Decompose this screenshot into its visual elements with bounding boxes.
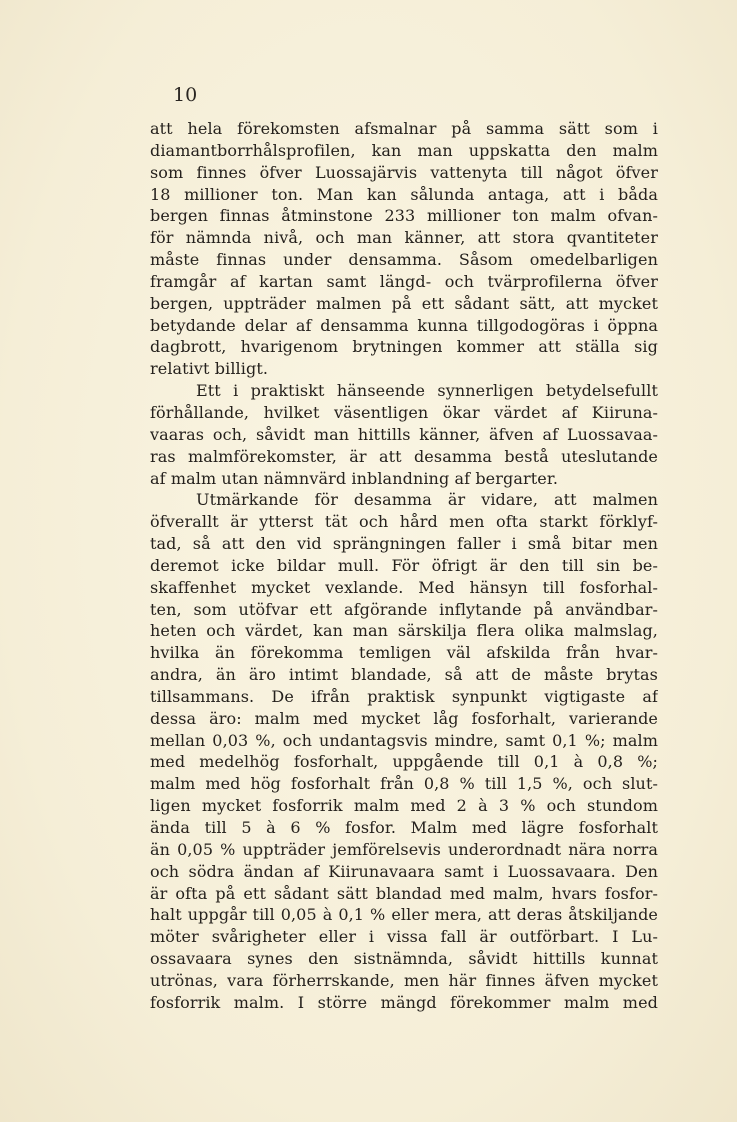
text-line: dessa äro: malm med mycket låg fosforhalt, varierande bbox=[150, 708, 658, 728]
text-line: diamantborrhålsprofilen, kan man uppskatta den malm bbox=[150, 140, 658, 160]
text-line: möter svårigheter eller i vissa fall är outförbart. I Lu- bbox=[150, 927, 658, 947]
text-line: heten och värdet, kan man särskilja flera olika malmslag, bbox=[150, 621, 658, 641]
text-line: ossavaara synes den sistnämnda, såvidt hittills kunnat bbox=[150, 949, 658, 969]
text-line: tad, så att den vid sprängningen faller i små bitar men bbox=[150, 534, 658, 554]
text-line: hvilka än förekomma temligen väl afskilda från hvar- bbox=[150, 643, 658, 663]
text-line: Ett i praktiskt hänseende synnerligen betydelsefullt bbox=[196, 381, 658, 401]
text-line: betydande delar af densamma kunna tillgodogöras i öppna bbox=[150, 315, 658, 335]
page-number: 10 bbox=[173, 84, 198, 106]
text-line: halt uppgår till 0,05 à 0,1 % eller mera, att deras åtskiljande bbox=[150, 905, 658, 925]
text-line: ras malmförekomster, är att desamma bestå uteslutande bbox=[150, 446, 658, 466]
text-line: utrönas, vara förherrskande, men här finnes äfven mycket bbox=[150, 970, 658, 990]
text-line: dagbrott, hvarigenom brytningen kommer att ställa sig bbox=[150, 337, 658, 357]
text-line: för nämnda nivå, och man känner, att stora qvantiteter bbox=[150, 228, 658, 248]
text-line: tillsammans. De ifrån praktisk synpunkt vigtigaste af bbox=[150, 686, 658, 706]
text-line: ten, som utöfvar ett afgörande inflytande på användbar- bbox=[150, 599, 658, 619]
text-line: som finnes öfver Luossajärvis vattenyta till något öfver bbox=[150, 162, 658, 182]
text-line: malm med hög fosforhalt från 0,8 % till 1,5 %, och slut- bbox=[150, 774, 658, 794]
text-line: skaffenhet mycket vexlande. Med hänsyn till fosforhal- bbox=[150, 577, 658, 597]
text-line: Utmärkande för desamma är vidare, att malmen bbox=[196, 490, 658, 510]
text-line: mellan 0,03 %, och undantagsvis mindre, samt 0,1 %; malm bbox=[150, 730, 658, 750]
text-line: måste finnas under densamma. Såsom omedelbarligen bbox=[150, 250, 658, 270]
text-line: deremot icke bildar mull. För öfrigt är den till sin be- bbox=[150, 555, 658, 575]
text-line: är ofta på ett sådant sätt blandad med malm, hvars fosfor- bbox=[150, 883, 658, 903]
text-line: relativt billigt. bbox=[150, 359, 269, 379]
text-line: ligen mycket fosforrik malm med 2 à 3 % och stundom bbox=[150, 796, 658, 816]
body-text bbox=[150, 118, 658, 1014]
text-line: 18 millioner ton. Man kan sålunda antaga, att i båda bbox=[150, 184, 658, 204]
text-line: att hela förekomsten afsmalnar på samma sätt som i bbox=[150, 119, 658, 138]
text-line: af malm utan nämnvärd inblandning af bergarter. bbox=[150, 468, 559, 488]
text-line: och södra ändan af Kiirunavaara samt i Luossavaara. Den bbox=[150, 861, 658, 881]
text-line: med medelhög fosforhalt, uppgående till 0,1 à 0,8 %; bbox=[150, 752, 658, 772]
text-line: öfverallt är ytterst tät och hård men ofta starkt förklyf- bbox=[150, 512, 658, 532]
text-line: vaaras och, såvidt man hittills känner, äfven af Luossavaa- bbox=[150, 424, 658, 444]
text-line: än 0,05 % uppträder jemförelsevis underordnadt nära norra bbox=[150, 839, 658, 859]
text-line: ända till 5 à 6 % fosfor. Malm med lägre fosforhalt bbox=[150, 818, 658, 837]
text-line: fosforrik malm. I större mängd förekommer malm med bbox=[150, 992, 658, 1012]
text-line: framgår af kartan samt längd- och tvärprofilerna öfver bbox=[150, 271, 658, 291]
text-line: förhållande, hvilket väsentligen ökar värdet af Kiiruna- bbox=[150, 402, 658, 422]
text-line: bergen finnas åtminstone 233 millioner ton malm ofvan- bbox=[150, 206, 658, 226]
text-line: andra, än äro intimt blandade, så att de måste brytas bbox=[150, 665, 658, 685]
text-line: bergen, uppträder malmen på ett sådant sätt, att mycket bbox=[150, 293, 658, 313]
